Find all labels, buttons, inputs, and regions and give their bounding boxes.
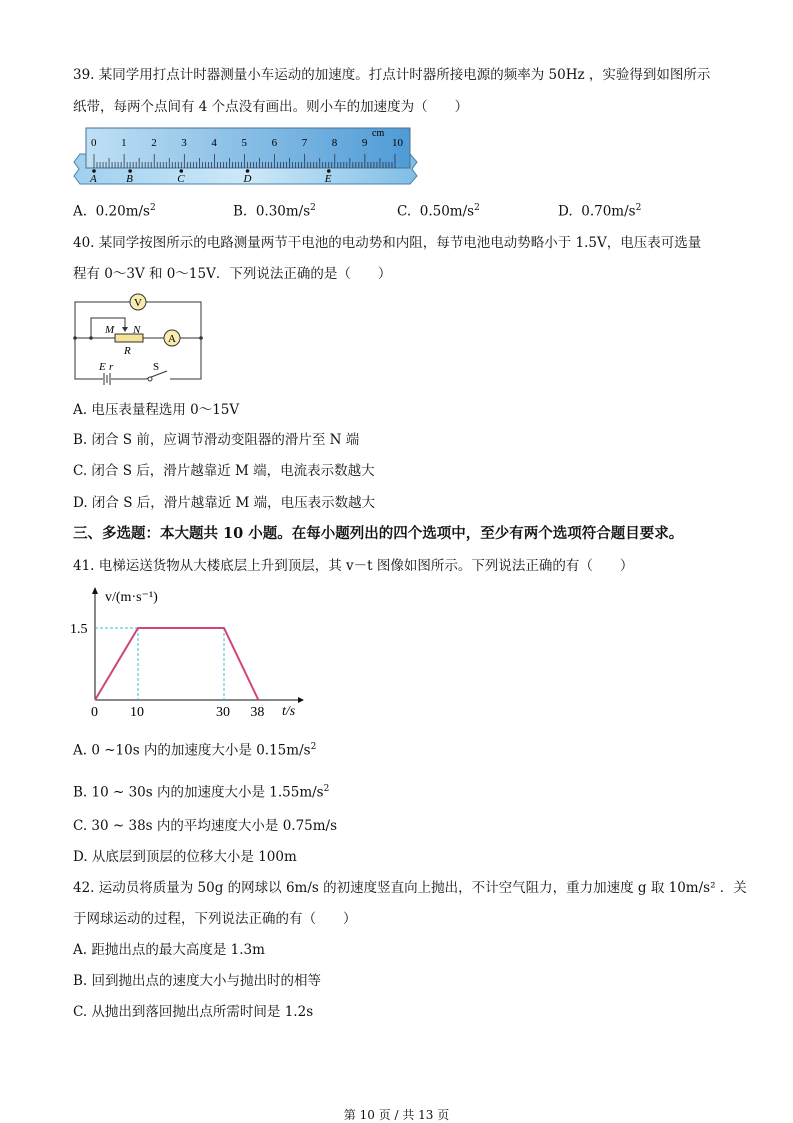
q39-option-b[interactable]	[233, 199, 316, 221]
option-value: 0.50m/s	[419, 203, 475, 220]
option-text: B. 10 ~ 30s 内的加速度大小是 1.55m/s	[73, 784, 324, 801]
q42-option-b[interactable]: B. 回到抛出点的速度大小与抛出时的相等	[73, 973, 322, 989]
section-heading: 三、多选题：本大题共 10 小题。在每小题列出的四个选项中，至少有两个选项符合题目要求。	[73, 525, 684, 542]
q40-option-a[interactable]: A. 电压表量程选用 0～15V	[73, 402, 240, 418]
q39-stem-line2: 纸带，每两个点间有 4 个点没有画出。则小车的加速度为（ ）	[73, 99, 469, 115]
q42-stem-line2: 于网球运动的过程，下列说法正确的有（ ）	[73, 911, 357, 927]
emf-label: E	[99, 361, 106, 373]
option-text: C. 30 ~ 38s 内的平均速度大小是 0.75m/s	[73, 818, 338, 834]
option-exponent: 2	[310, 203, 316, 213]
option-exponent: 2	[310, 742, 317, 752]
q42-option-a[interactable]: A. 距抛出点的最大高度是 1.3m	[73, 942, 265, 958]
tape-ruler-figure	[72, 124, 422, 188]
q40-option-b[interactable]: B. 闭合 S 前，应调节滑动变阻器的滑片至 N 端	[73, 432, 360, 448]
circuit-diagram	[60, 285, 220, 385]
ruler-tick-label: 6	[271, 137, 278, 149]
q41-option-a[interactable]	[73, 738, 316, 760]
rheostat-label: R	[124, 345, 131, 357]
ruler-tick-label: 9	[361, 137, 368, 149]
x-tick-label: 30	[216, 705, 230, 720]
ruler-tick-label: 7	[301, 137, 308, 149]
ruler-tick-label: 4	[211, 137, 217, 149]
option-letter: B.	[233, 203, 248, 220]
ammeter-label: A	[168, 333, 176, 345]
ruler-tick-label: 8	[331, 137, 338, 149]
y-tick-label: 1.5	[70, 622, 88, 637]
voltmeter-label: V	[134, 297, 142, 309]
option-text: D. 从底层到顶层的位移大小是 100m	[73, 849, 297, 865]
x-tick-label: 38	[250, 705, 265, 720]
option-letter: D.	[558, 203, 573, 220]
ruler-tick-label: 3	[181, 137, 187, 149]
option-value: 0.30m/s	[255, 203, 311, 220]
terminal-m-label: M	[105, 324, 115, 336]
option-exponent: 2	[149, 203, 156, 213]
terminal-n-label: N	[133, 324, 141, 336]
q39-option-c[interactable]	[397, 199, 480, 221]
ruler-unit: cm	[372, 128, 385, 139]
tape-point-label: B	[126, 173, 133, 185]
y-axis-arrow	[92, 587, 98, 594]
ruler-tick-label: 2	[151, 137, 157, 149]
q42-option-c[interactable]: C. 从抛出到落回抛出点所需时间是 1.2s	[73, 1004, 314, 1020]
v-t-graph	[70, 582, 320, 722]
q41-option-c[interactable]	[73, 817, 337, 835]
option-letter: A.	[73, 203, 88, 220]
option-text: A. 0 ~10s 内的加速度大小是 0.15m/s	[73, 742, 311, 759]
x-tick-label: 10	[130, 705, 144, 720]
ruler-tick-label: 1	[121, 137, 127, 149]
tape-point-label: E	[324, 173, 332, 185]
q40-stem-line2: 程有 0～3V 和 0～15V．下列说法正确的是（ ）	[73, 266, 392, 282]
page-footer: 第 10 页 / 共 13 页	[343, 1108, 450, 1122]
q42-stem-line1: 42. 运动员将质量为 50g 的网球以 6m/s 的初速度竖直向上抛出，不计空气阻力，重力加速度 g 取 10m/s² ．关	[73, 880, 747, 896]
x-axis-label: t/s	[282, 704, 296, 719]
option-exponent: 2	[474, 203, 480, 213]
option-value: 0.20m/s	[95, 203, 150, 220]
tape-point-label: A	[90, 173, 97, 185]
option-letter: C.	[397, 203, 412, 220]
y-axis-label: v/(m·s⁻¹)	[105, 590, 158, 605]
q39-option-d[interactable]	[558, 199, 641, 221]
switch-label: S	[153, 361, 160, 373]
x-axis-arrow	[298, 697, 304, 703]
q41-option-b[interactable]	[73, 780, 329, 802]
ruler-tick-label: 0	[91, 137, 97, 149]
velocity-line	[95, 628, 258, 700]
option-value: 0.70m/s	[581, 203, 636, 220]
option-exponent: 2	[635, 203, 642, 213]
ruler-tick-label: 10	[392, 137, 403, 149]
q41-option-d[interactable]	[73, 848, 297, 866]
ruler-tick-label: 5	[241, 137, 247, 149]
q40-option-c[interactable]: C. 闭合 S 后，滑片越靠近 M 端，电流表示数越大	[73, 463, 375, 479]
q40-stem-line1: 40. 某同学按图所示的电路测量两节干电池的电动势和内阻，每节电池电动势略小于 1.5V，电压表可选量	[73, 235, 702, 251]
q39-option-a[interactable]	[73, 199, 156, 221]
tape-point-label: C	[177, 173, 185, 185]
q40-option-d[interactable]: D. 闭合 S 后，滑片越靠近 M 端，电压表示数越大	[73, 495, 376, 511]
q39-stem-line1: 39. 某同学用打点计时器测量小车运动的加速度。打点计时器所接电源的频率为 50Hz ，实验得到如图所示	[73, 67, 711, 83]
internal-resistance-label: r	[109, 361, 114, 373]
tape-point-label: D	[243, 173, 252, 185]
q41-stem: 41. 电梯运送货物从大楼底层上升到顶层，其 v－t 图像如图所示。下列说法正确的有（ ）	[73, 558, 634, 574]
x-tick-label: 0	[91, 705, 98, 720]
option-exponent: 2	[323, 784, 330, 794]
